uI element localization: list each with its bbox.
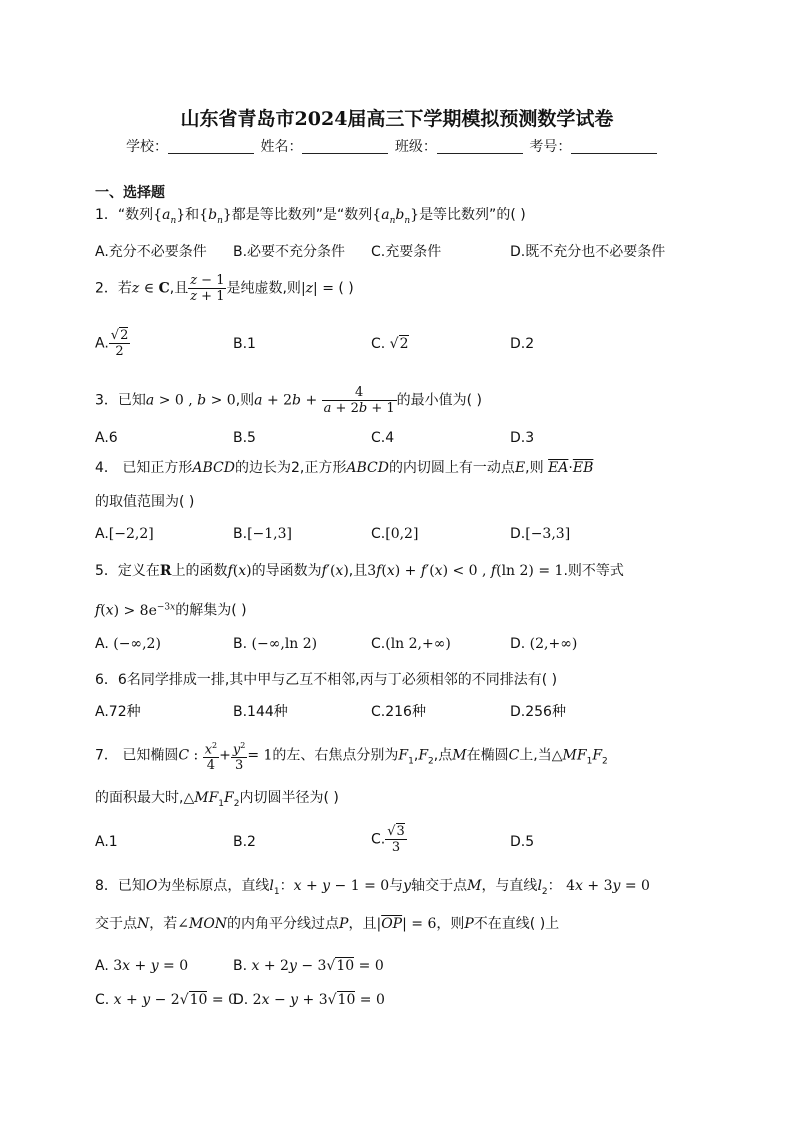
name-label: 姓名：: [260, 139, 303, 155]
q8-option-a[interactable]: A. 3x + y = 0: [95, 958, 189, 974]
q7-text-a: 7． 已知椭圆: [95, 747, 179, 764]
q2-option-b[interactable]: B.1: [233, 336, 256, 352]
q5-text-b: 上的函数: [171, 563, 228, 579]
question-4-line-1: 4． 已知正方形ABCD的边长为2,正方形ABCD的内切圆上有一动点E,则 $\overline{EA}\cdot\overline{EB}$: [95, 460, 594, 476]
q5-option-d-label: D.: [510, 636, 526, 652]
q2-option-d[interactable]: D.2: [510, 336, 535, 352]
q3-text-a: 3．已知: [95, 392, 146, 409]
q7-option-c[interactable]: [371, 824, 407, 855]
q4-text-a: 4． 已知正方形: [95, 460, 193, 476]
q8-option-d[interactable]: D. 2x − y + 3√10 = 0: [233, 992, 385, 1008]
q3-option-d[interactable]: D.3: [510, 430, 535, 446]
question-8-line-1: 8．已知O为坐标原点，直线$l_1$：x + y − 1 = 0与y轴交于点M，与直线$l_2$： 4x + 3y = 0: [95, 878, 650, 897]
q6-option-a[interactable]: A.72种: [95, 704, 141, 720]
q6-option-d[interactable]: D.256种: [510, 704, 566, 720]
q5-text-e: 则不等式: [567, 563, 624, 579]
question-1: 1．“数列$\{a_n\}$和$\{b_n\}$都是等比数列”是“数列$\{a_nb_n\}$是等比数列”的( ): [95, 207, 526, 226]
q7-option-c-label: C.: [371, 831, 386, 848]
page-title: 山东省青岛市2024届高三下学期模拟预测数学试卷: [180, 108, 614, 130]
q3-text-b: 则: [240, 392, 255, 409]
q3-option-a[interactable]: A.6: [95, 430, 118, 446]
question-3: 3．已知a > 0 , b > 0,则a + 2b + $\frac{4}{a + 2b + 1}$ 的最小值为( ): [95, 385, 482, 416]
q8-text-i: ，且: [348, 916, 377, 932]
q3-fraction: $\frac{4}{a + 2b + 1}$: [323, 385, 395, 416]
school-blank[interactable]: [168, 139, 254, 154]
q5-text-a: 5．定义在: [95, 563, 160, 579]
q7-text-f: 的面积最大时,: [95, 790, 184, 806]
q4-text-b: 的边长为2,正方形: [234, 460, 347, 476]
q8-text-f: 交于点: [95, 916, 137, 932]
class-blank[interactable]: [437, 139, 523, 154]
q5-option-a[interactable]: A. (−∞,2): [95, 636, 161, 652]
q1-text-b: 和: [185, 207, 200, 223]
question-4-line-2: 的取值范围为( ): [95, 494, 195, 510]
q7-frac-y: $\frac{y^2}{3}$: [231, 738, 247, 773]
question-2: 2．若z ∈ C,且 $\frac{z - 1}{z + 1}$ 是纯虚数,则|z| = ( ): [95, 273, 354, 304]
q2-option-a-label: A.: [95, 335, 109, 352]
q4-option-c-label: C.: [371, 526, 386, 542]
q2-option-a-frac: $\frac{√2}{2}$: [110, 328, 129, 359]
q1-text-a: 1．“数列: [95, 207, 154, 223]
q2-fraction: $\frac{z - 1}{z + 1}$: [190, 273, 225, 304]
q5-text-f: 的解集为( ): [175, 602, 247, 619]
q2-option-c-label: C.: [371, 336, 386, 352]
q2-text-d: ( ): [338, 280, 354, 297]
section-heading: 一、选择题: [95, 185, 165, 201]
q8-option-a-label: A.: [95, 958, 109, 974]
q8-text-a: 8．已知: [95, 878, 146, 894]
q4-text-d: ,则: [525, 460, 544, 476]
q6-option-c[interactable]: C.216种: [371, 704, 426, 720]
q5-option-d[interactable]: D. (2,+∞): [510, 636, 578, 652]
question-8-line-2: 交于点N，若∠MON的内角平分线过点P，且$|\overline{OP}| = 6$，则P不在直线( )上: [95, 916, 560, 932]
q4-option-a[interactable]: A.[−2,2]: [95, 526, 154, 542]
q1-option-a[interactable]: A.充分不必要条件: [95, 244, 207, 260]
q1-text-c: 都是等比数列”是“数列: [231, 207, 373, 223]
q8-text-j: ，则: [436, 916, 465, 932]
q2-text-a: 2．若: [95, 280, 132, 297]
question-7-line-2: 的面积最大时$,\triangle MF_1F_2$内切圆半径为( ): [95, 790, 339, 809]
q2-option-a[interactable]: [95, 328, 130, 359]
q4-option-b-label: B.: [233, 526, 248, 542]
q5-text-c: 的导函数为: [251, 563, 322, 579]
q8-option-c-label: C.: [95, 992, 110, 1008]
q2-text-c: 是纯虚数,则: [226, 280, 301, 297]
q5-option-b-label: B.: [233, 636, 248, 652]
q1-option-c[interactable]: C.充要条件: [371, 244, 442, 260]
q4-text-c: 的内切圆上有一动点: [388, 460, 515, 476]
question-5-line-2: $f(x) > 8e^{-3x}$的解集为( ): [95, 602, 247, 619]
q8-text-c: 与: [389, 878, 404, 894]
q8-text-e: ，与直线: [481, 878, 538, 894]
question-5-line-1: 5．定义在R上的函数f(x)的导函数为f′(x),且3f(x) + f′(x) < 0 , f(ln 2) = 1.则不等式: [95, 563, 624, 579]
q8-text-g: ，若: [149, 916, 178, 932]
q3-option-b[interactable]: B.5: [233, 430, 256, 446]
q2-text-b: 且: [174, 280, 189, 297]
q4-option-c[interactable]: C.[0,2]: [371, 526, 419, 542]
q7-frac-x: $\frac{x^2}{4}$: [203, 738, 219, 773]
q8-option-c[interactable]: C. x + y − 2√10 = 0: [95, 992, 237, 1008]
q4-option-d-label: D.: [510, 526, 526, 542]
q6-option-b[interactable]: B.144种: [233, 704, 288, 720]
name-blank[interactable]: [302, 139, 388, 154]
question-6: 6．6名同学排成一排,其中甲与乙互不相邻,丙与丁必须相邻的不同排法有( ): [95, 672, 558, 688]
q5-text-d: ,且: [348, 563, 368, 579]
q8-text-k: 不在直线( )上: [473, 916, 560, 932]
q3-option-c[interactable]: C.4: [371, 430, 395, 446]
q1-option-b[interactable]: B.必要不充分条件: [233, 244, 346, 260]
school-label: 学校：: [126, 139, 168, 155]
q7-text-b: 的左、右焦点分别为: [272, 747, 399, 764]
question-7-line-1: 7． 已知椭圆C : $\frac{x^2}{4}$ + $\frac{y^2}{3}$ = 1的左、右焦点分别为$F_1,F_2$,点M在椭圆C上,当$\triangle MF_1F_2$: [95, 738, 608, 773]
student-info-line: [126, 136, 659, 156]
q7-text-g: 内切圆半径为( ): [239, 790, 339, 806]
q4-option-d[interactable]: D.[−3,3]: [510, 526, 571, 542]
q7-text-e: 上,当: [519, 747, 552, 764]
q8-text-b: 为坐标原点，直线: [157, 878, 270, 894]
q3-text-c: 的最小值为( ): [396, 392, 482, 409]
q8-text-d: 轴交于点: [411, 878, 468, 894]
q7-option-d[interactable]: D.5: [510, 834, 535, 850]
q2-option-c[interactable]: C. √2: [371, 336, 409, 352]
q7-text-c: ,点: [433, 747, 453, 764]
q8-option-d-label: D.: [233, 992, 249, 1008]
q5-option-c[interactable]: C.(ln 2,+∞): [371, 636, 451, 652]
q7-option-c-frac: $\frac{√3}{3}$: [387, 824, 405, 855]
q1-option-d[interactable]: D.既不充分也不必要条件: [510, 244, 666, 260]
q5-option-c-label: C.: [371, 636, 386, 652]
q7-text-d: 在椭圆: [466, 747, 509, 764]
number-label: 考号：: [529, 139, 572, 155]
q5-option-b[interactable]: B. (−∞,ln 2): [233, 636, 318, 652]
q8-option-b-label: B.: [233, 958, 248, 974]
q8-option-b[interactable]: B. x + 2y − 3√10 = 0: [233, 958, 384, 974]
q4-option-b[interactable]: B.[−1,3]: [233, 526, 292, 542]
class-label: 班级：: [394, 139, 437, 155]
q8-text-h: 的内角平分线过点: [227, 916, 340, 932]
q5-option-a-label: A.: [95, 636, 109, 652]
q7-option-a[interactable]: A.1: [95, 834, 118, 850]
q1-text-d: 是等比数列”的( ): [419, 207, 526, 223]
q7-option-b[interactable]: B.2: [233, 834, 256, 850]
q4-option-a-label: A.: [95, 526, 109, 542]
number-blank[interactable]: [571, 139, 657, 154]
